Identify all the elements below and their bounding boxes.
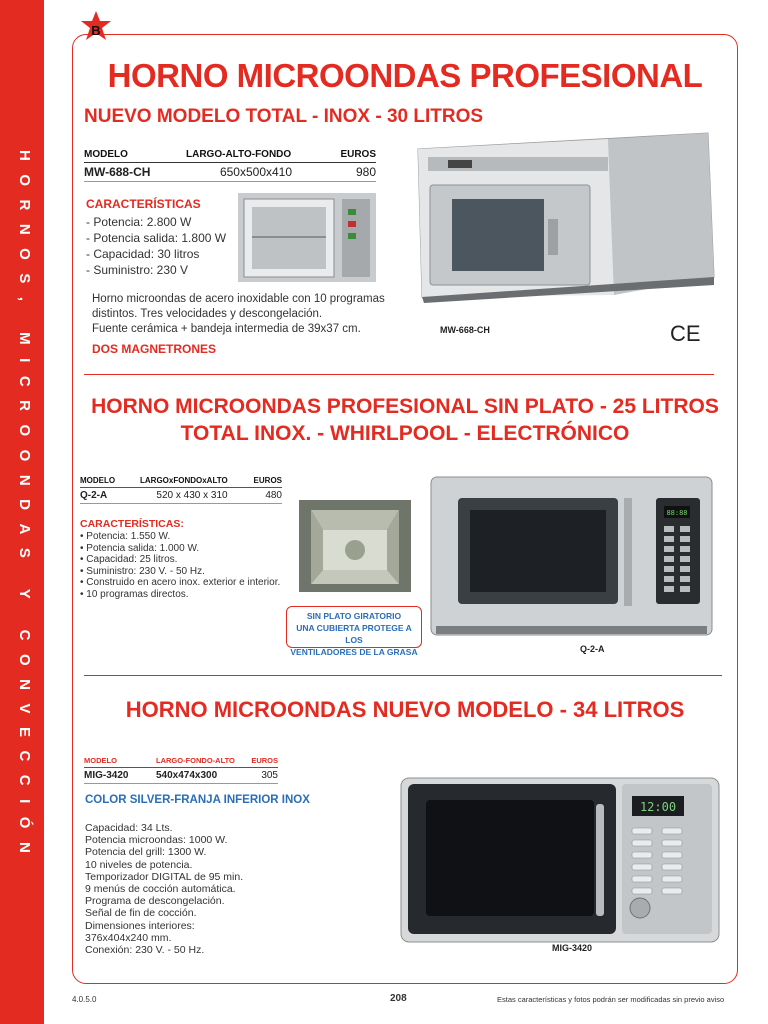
sidebar-category-title: HORNOS, MICROONDAS Y CONVECCIÓN (16, 150, 33, 867)
cavity-interior-photo (299, 500, 411, 592)
col-price-header: EUROS (253, 476, 282, 485)
star-badge-icon (79, 10, 113, 44)
section3-title: HORNO MICROONDAS NUEVO MODELO - 34 LITROS (125, 697, 685, 722)
section3-image-caption: MIG-3420 (552, 943, 593, 953)
price-cell: 305 (261, 770, 278, 781)
feature-item: Potencia del grill: 1300 W. (85, 846, 207, 859)
feature-item: Capacidad: 34 Lts. (85, 822, 173, 834)
feature-item: Conexión: 230 V. - 50 Hz. (85, 944, 205, 957)
page-number: 208 (390, 993, 407, 1004)
col-dimensions-header: LARGO-FONDO-ALTO (156, 756, 235, 765)
section1-image-caption: MW-668-CH (440, 325, 490, 335)
section3-features (85, 822, 243, 956)
feature-item: • Capacidad: 25 litros. (80, 554, 178, 565)
section2-title-line1: HORNO MICROONDAS PROFESIONAL SIN PLATO - 25 LITROS (91, 395, 719, 418)
model-cell: MW-688-CH (84, 165, 151, 179)
description-line: distintos. Tres velocidades y descongelación. (92, 308, 323, 320)
feature-item: - Suministro: 230 V (86, 263, 189, 277)
col-dimensions-header: LARGO-ALTO-FONDO (186, 149, 292, 160)
feature-item: • Potencia: 1.550 W. (80, 531, 171, 542)
feature-item: 376x404x240 mm. (85, 931, 172, 944)
price-cell: 980 (355, 165, 376, 179)
callout-line: SIN PLATO GIRATORIO (306, 611, 402, 621)
dimensions-cell: 520 x 430 x 310 (156, 490, 228, 501)
callout-line: VENTILADORES DE LA GRASA (290, 647, 418, 657)
feature-item: 10 niveles de potencia. (85, 858, 193, 871)
col-model-header: MODELO (84, 149, 128, 160)
sidebar (0, 0, 44, 1024)
footer-notice: Estas características y fotos podrán ser modificadas sin previo aviso (497, 995, 725, 1004)
section-divider (84, 675, 722, 676)
feature-item: Señal de fin de cocción. (85, 907, 197, 920)
section1-features (86, 214, 226, 278)
callout-line: UNA CUBIERTA PROTEGE A LOS (296, 623, 412, 645)
section1-description (92, 292, 385, 337)
footer-code: 4.0.5.0 (72, 995, 97, 1004)
description-line: Horno microondas de acero inoxidable con 10 programas (92, 293, 385, 305)
microwave-interior-photo (238, 193, 376, 282)
feature-item: • Potencia salida: 1.000 W. (80, 542, 200, 554)
section1-highlight: DOS MAGNETRONES (92, 342, 217, 356)
section1-subtitle: NUEVO MODELO TOTAL - INOX - 30 LITROS (84, 106, 484, 127)
dimensions-cell: 540x474x300 (156, 770, 218, 781)
dimensions-cell: 650x500x410 (219, 165, 293, 179)
col-price-header: EUROS (251, 756, 278, 765)
description-line: Fuente cerámica + bandeja intermedia de 39x37 cm. (92, 323, 361, 335)
feature-item: - Capacidad: 30 litros (86, 247, 200, 261)
feature-item: - Potencia salida: 1.800 W (86, 231, 227, 245)
section1-title: HORNO MICROONDAS PROFESIONAL (107, 57, 703, 94)
feature-item: • Suministro: 230 V. - 50 Hz. (80, 565, 205, 577)
section2-title-line2: TOTAL INOX. - WHIRLPOOL - ELECTRÓNICO (180, 422, 630, 445)
col-model-header: MODELO (80, 476, 116, 485)
microwave-mig3420-image (400, 774, 722, 946)
feature-item: - Potencia: 2.800 W (86, 215, 192, 229)
col-price-header: EUROS (340, 149, 376, 160)
section3-color-note: COLOR SILVER-FRANJA INFERIOR INOX (85, 794, 310, 806)
feature-item: Programa de descongelación. (85, 895, 225, 908)
section-divider (84, 374, 714, 375)
feature-item: • 10 programas directos. (80, 588, 189, 600)
mig3420-display: 12:00 (639, 800, 677, 814)
microwave-q2a-image (430, 476, 713, 638)
model-cell: MIG-3420 (84, 770, 129, 781)
feature-item: 9 menús de cocción automática. (85, 883, 236, 896)
section1-features-label: CARACTERÍSTICAS (86, 197, 201, 211)
section2-spec-table (80, 476, 282, 504)
section1-spec-table (84, 149, 376, 182)
feature-item: Dimensiones interiores: (85, 919, 195, 932)
section3-spec-table (84, 756, 278, 784)
feature-item: Potencia microondas: 1000 W. (85, 834, 228, 847)
feature-item: • Construido en acero inox. exterior e interior. (80, 577, 281, 588)
price-cell: 480 (265, 490, 282, 501)
section2-features (80, 531, 280, 600)
microwave-mw688-image (408, 127, 718, 323)
col-model-header: MODELO (84, 756, 117, 765)
no-turntable-callout (286, 606, 422, 657)
section2-image-caption: Q-2-A (580, 644, 605, 654)
col-dimensions-header: LARGOxFONDOxALTO (140, 476, 228, 485)
badge-letter: B (91, 23, 101, 38)
section2-features-label: CARACTERÍSTICAS: (80, 518, 184, 530)
ce-mark: CE (670, 321, 701, 346)
q2a-display: 88:88 (666, 509, 688, 517)
feature-item: Temporizador DIGITAL de 95 min. (85, 870, 244, 883)
model-cell: Q-2-A (80, 490, 108, 501)
